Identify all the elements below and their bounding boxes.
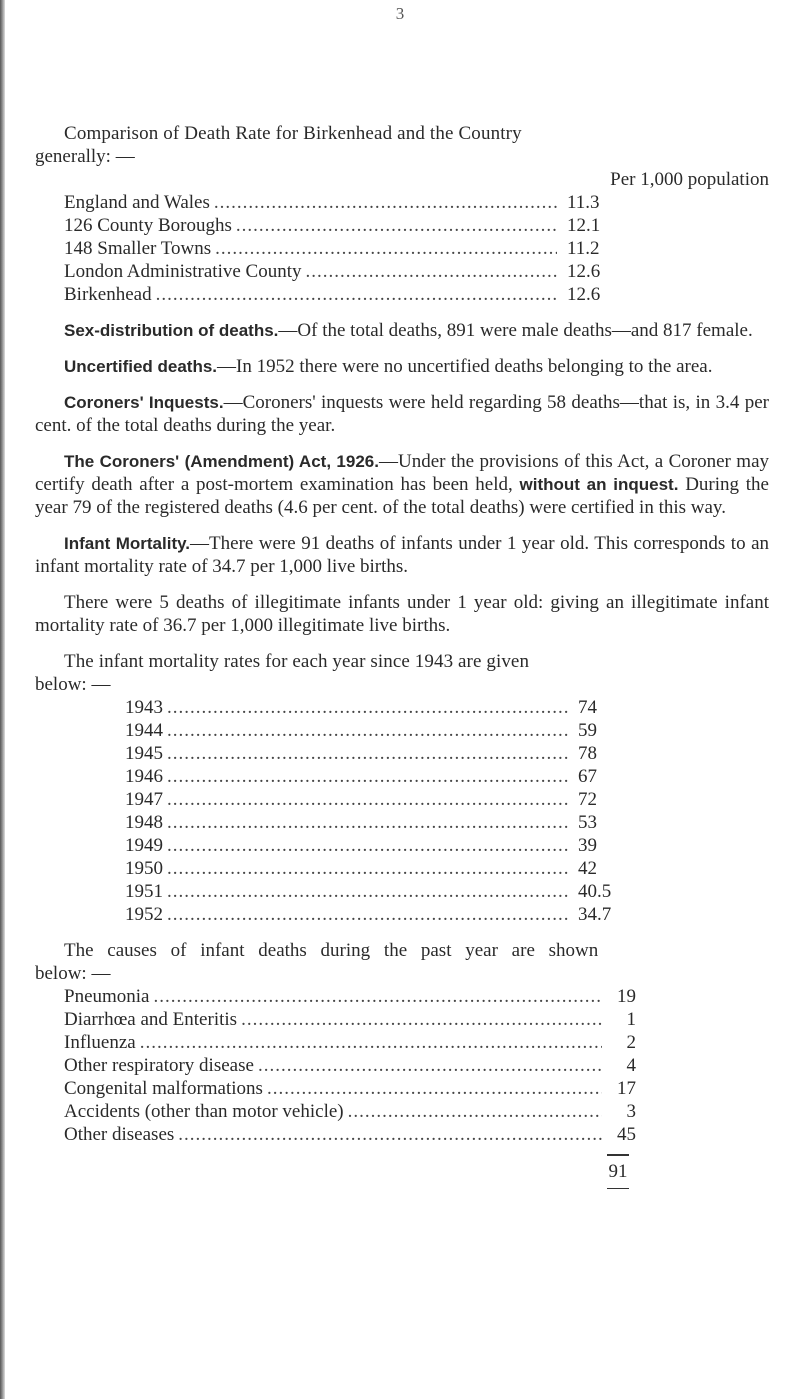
dot-leader	[163, 765, 568, 788]
cause-value: 45	[617, 1124, 636, 1145]
table-row	[125, 834, 640, 857]
dot-leader	[263, 1077, 602, 1100]
year-value: 67	[578, 766, 597, 787]
year-label: 1952	[125, 904, 163, 925]
row-label: London Administrative County	[64, 261, 302, 282]
dot-leader	[163, 857, 568, 880]
yearly-rates-section	[35, 650, 769, 926]
cause-label: Diarrhœa and Enteritis	[64, 1009, 238, 1030]
coroners-act-heading: The Coroners' (Amendment) Act, 1926.	[64, 452, 379, 471]
illegitimate-paragraph: There were 5 deaths of illegitimate infants under 1 year old: giving an illegitimate infant mortality rate of 36.7 per 1,000 illegitimate live births.	[35, 592, 769, 636]
year-value: 72	[578, 789, 597, 810]
causes-total: 91	[608, 1160, 628, 1182]
uncertified-heading: Uncertified deaths.	[64, 357, 218, 376]
table-row	[125, 742, 640, 765]
cause-label: Pneumonia	[64, 986, 150, 1007]
causes-table	[64, 985, 636, 1146]
dot-leader	[163, 742, 568, 765]
dot-leader	[163, 834, 568, 857]
row-label: Birkenhead	[64, 284, 152, 305]
year-label: 1948	[125, 812, 163, 833]
dot-leader	[211, 237, 557, 260]
cause-label: Other diseases	[64, 1124, 175, 1145]
year-value: 42	[578, 858, 597, 879]
uncertified-paragraph	[35, 355, 769, 378]
coroners-inquests-text: —Coroners' inquests were held regarding 58 deaths—that is, in 3.4 per cent. of the total deaths during the year.	[35, 392, 769, 436]
dot-leader	[254, 1054, 602, 1077]
year-label: 1944	[125, 720, 163, 741]
dot-leader	[210, 191, 557, 214]
comparison-table	[64, 191, 637, 306]
coroners-act-paragraph	[35, 450, 769, 519]
table-row	[64, 214, 637, 237]
document-body	[35, 122, 769, 1189]
comparison-section	[35, 122, 769, 306]
cause-value: 17	[617, 1078, 636, 1099]
table-row	[125, 788, 640, 811]
infant-mortality-text: —There were 91 deaths of infants under 1 year old. This corresponds to an infant mortality rate of 34.7 per 1,000 live births.	[35, 533, 770, 577]
year-label: 1947	[125, 789, 163, 810]
year-label: 1945	[125, 743, 163, 764]
yearly-rates-intro-line1: The infant mortality rates for each year since 1943 are given	[64, 651, 530, 672]
infant-mortality-heading: Infant Mortality.	[64, 534, 191, 553]
yearly-rates-intro-line2: below: —	[35, 674, 111, 695]
year-label: 1943	[125, 697, 163, 718]
year-value: 34.7	[578, 904, 612, 925]
comparison-heading-line1: Comparison of Death Rate for Birkenhead and the Country	[64, 123, 522, 144]
table-row	[64, 985, 636, 1008]
cause-label: Accidents (other than motor vehicle)	[64, 1101, 344, 1122]
dot-leader	[174, 1123, 602, 1146]
table-row	[125, 696, 640, 719]
row-label: 148 Smaller Towns	[64, 238, 212, 259]
table-row	[64, 1077, 636, 1100]
sex-distribution-text: —Of the total deaths, 891 were male deaths—and 817 female.	[278, 320, 753, 341]
table-row	[64, 191, 637, 214]
coroners-inquests-paragraph	[35, 391, 769, 437]
year-value: 53	[578, 812, 597, 833]
page-number: 3	[395, 4, 405, 23]
dot-leader	[136, 1031, 602, 1054]
table-row	[64, 1008, 636, 1031]
dot-leader	[152, 283, 557, 306]
table-row	[125, 811, 640, 834]
table-row	[64, 1123, 636, 1146]
row-label: England and Wales	[64, 192, 210, 213]
causes-intro-line2: below: —	[35, 963, 111, 984]
year-value: 74	[578, 697, 597, 718]
page-edge-shadow	[0, 0, 5, 1399]
year-value: 59	[578, 720, 597, 741]
year-value: 39	[578, 835, 597, 856]
dot-leader	[163, 880, 568, 903]
row-value: 12.6	[567, 284, 601, 305]
causes-intro-line1: The causes of infant deaths during the past year are shown	[64, 940, 599, 961]
row-value: 11.2	[567, 238, 600, 259]
row-value: 12.1	[567, 215, 601, 236]
dot-leader	[344, 1100, 602, 1123]
cause-label: Congenital malformations	[64, 1078, 263, 1099]
table-row	[125, 765, 640, 788]
row-label: 126 County Boroughs	[64, 215, 232, 236]
year-value: 40.5	[578, 881, 612, 902]
table-row	[64, 283, 637, 306]
table-row	[125, 903, 640, 926]
sex-distribution-paragraph	[35, 319, 769, 342]
table-row	[64, 1054, 636, 1077]
row-value: 12.6	[567, 261, 601, 282]
table-row	[64, 237, 637, 260]
year-label: 1950	[125, 858, 163, 879]
year-label: 1946	[125, 766, 163, 787]
total-rule-bottom	[607, 1188, 629, 1190]
year-value: 78	[578, 743, 597, 764]
cause-value: 1	[626, 1009, 636, 1030]
table-row	[125, 857, 640, 880]
dot-leader	[163, 696, 568, 719]
yearly-rates-table	[125, 696, 640, 926]
cause-value: 4	[626, 1055, 636, 1076]
row-value: 11.3	[567, 192, 600, 213]
cause-label: Influenza	[64, 1032, 136, 1053]
table-row	[125, 719, 640, 742]
dot-leader	[163, 788, 568, 811]
year-label: 1949	[125, 835, 163, 856]
dot-leader	[163, 903, 568, 926]
table-row	[64, 1100, 636, 1123]
comparison-unit: Per 1,000 population	[610, 169, 769, 190]
cause-value: 19	[617, 986, 636, 1007]
coroners-act-text-before: —Under the provisions of this Act, a Coroner may certify death after a post-mortem examination has been held,	[35, 451, 770, 495]
uncertified-text: —In 1952 there were no uncertified deaths belonging to the area.	[217, 356, 713, 377]
dot-leader	[232, 214, 557, 237]
table-row	[64, 1031, 636, 1054]
dot-leader	[237, 1008, 602, 1031]
causes-total-block	[598, 1146, 638, 1189]
dot-leader	[302, 260, 558, 283]
table-row	[125, 880, 640, 903]
dot-leader	[163, 811, 568, 834]
cause-value: 2	[626, 1032, 636, 1053]
cause-label: Other respiratory disease	[64, 1055, 254, 1076]
dot-leader	[163, 719, 568, 742]
coroners-act-text-after: During the year 79 of the registered deaths (4.6 per cent. of the total deaths) were certified in this way.	[35, 474, 769, 518]
coroners-act-emphasis: without an inquest.	[519, 475, 679, 494]
sex-distribution-heading: Sex-distribution of deaths.	[64, 321, 279, 340]
year-label: 1951	[125, 881, 163, 902]
comparison-heading-line2: generally: —	[35, 146, 135, 167]
causes-section	[35, 939, 769, 1189]
cause-value: 3	[626, 1101, 636, 1122]
table-row	[64, 260, 637, 283]
dot-leader	[150, 985, 603, 1008]
infant-mortality-paragraph	[35, 532, 769, 578]
coroners-inquests-heading: Coroners' Inquests.	[64, 393, 224, 412]
